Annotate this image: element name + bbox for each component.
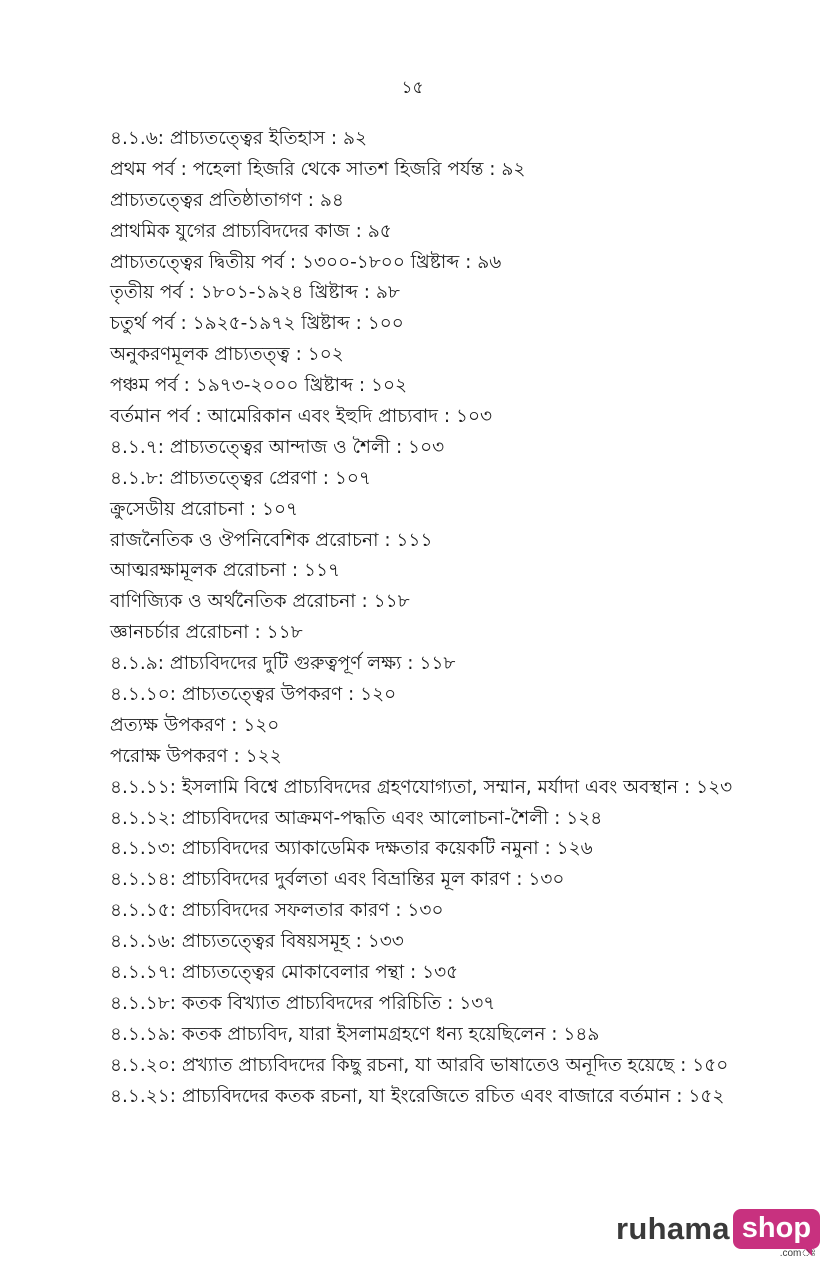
toc-entry: ৪.১.১৯: কতক প্রাচ্যবিদ, যারা ইসলামগ্রহণে ধন্য হয়েছিলেন : ১৪৯ (110, 1023, 600, 1045)
toc-entry: ৪.১.১৭: প্রাচ্যতত্ত্বের মোকাবেলার পন্থা : ১৩৫ (110, 962, 459, 984)
toc-entry: ৪.১.১৪: প্রাচ্যবিদদের দুর্বলতা এবং বিভ্রান্তির মূল কারণ : ১৩০ (110, 869, 565, 891)
toc-entry: বাণিজ্যিক ও অর্থনৈতিক প্ররোচনা : ১১৮ (110, 591, 410, 613)
logo-shop-text: shop (733, 1209, 820, 1249)
toc-entry: পরোক্ষ উপকরণ : ১২২ (110, 745, 282, 767)
toc-entry: ৪.১.১৩: প্রাচ্যবিদদের অ্যাকাডেমিক দক্ষতার কয়েকটি নমুনা : ১২৬ (110, 838, 593, 860)
toc-entry: প্রাচ্যতত্ত্বের দ্বিতীয় পর্ব : ১৩০০-১৮০০ খ্রিষ্টাব্দ : ৯৬ (110, 251, 502, 273)
toc-entry: প্রাচ্যতত্ত্বের প্রতিষ্ঠাতাগণ : ৯৪ (110, 189, 344, 211)
toc-entry: ৪.১.৭: প্রাচ্যতত্ত্বের আন্দাজ ও শৈলী : ১০৩ (110, 436, 445, 458)
logo-domain: .comঃ (779, 1248, 817, 1259)
toc-entry: ৪.১.১০: প্রাচ্যতত্ত্বের উপকরণ : ১২০ (110, 684, 397, 706)
toc-entry: ৪.১.১৮: কতক বিখ্যাত প্রাচ্যবিদদের পরিচিতি : ১৩৭ (110, 992, 496, 1014)
toc-entry: ৪.১.১৫: প্রাচ্যবিদদের সফলতার কারণ : ১৩০ (110, 900, 444, 922)
toc-entry: অনুকরণমূলক প্রাচ্যতত্ত্ব : ১০২ (110, 344, 344, 366)
toc-entry: ৪.১.৯: প্রাচ্যবিদদের দুটি গুরুত্বপূর্ণ লক্ষ্য : ১১৮ (110, 653, 456, 675)
toc-entry: ৪.১.৬: প্রাচ্যতত্ত্বের ইতিহাস : ৯২ (110, 128, 367, 149)
toc-entry: বর্তমান পর্ব : আমেরিকান এবং ইহুদি প্রাচ্যবাদ : ১০৩ (110, 406, 493, 428)
toc-entry: পঞ্চম পর্ব : ১৯৭৩-২০০০ খ্রিষ্টাব্দ : ১০২ (110, 375, 408, 397)
toc-entry: প্রত্যক্ষ উপকরণ : ১২০ (110, 714, 280, 736)
page-number: ১৫ (401, 78, 424, 98)
toc-entry: প্রথম পর্ব : পহেলা হিজরি থেকে সাতশ হিজরি পর্যন্ত : ৯২ (110, 158, 526, 180)
table-of-contents (110, 124, 790, 1113)
toc-entry: ৪.১.১২: প্রাচ্যবিদদের আক্রমণ-পদ্ধতি এবং আলোচনা-শৈলী : ১২৪ (110, 807, 603, 829)
toc-entry: ৪.১.২০: প্রখ্যাত প্রাচ্যবিদদের কিছু রচনা, যা আরবি ভাষাতেও অনূদিত হয়েছে : ১৫০ (110, 1054, 729, 1076)
toc-entry: আত্মরক্ষামূলক প্ররোচনা : ১১৭ (110, 560, 341, 582)
toc-entry: চতুর্থ পর্ব : ১৯২৫-১৯৭২ খ্রিষ্টাব্দ : ১০০ (110, 313, 404, 335)
logo-shop-badge (733, 1209, 820, 1259)
toc-entry: ক্রুসেডীয় প্ররোচনা : ১০৭ (110, 498, 299, 520)
toc-entry: রাজনৈতিক ও ঔপনিবেশিক প্ররোচনা : ১১১ (110, 529, 433, 551)
watermark-logo (616, 1209, 820, 1259)
toc-entry: তৃতীয় পর্ব : ১৮০১-১৯২৪ খ্রিষ্টাব্দ : ৯৮ (110, 282, 400, 304)
toc-entry: ৪.১.১৬: প্রাচ্যতত্ত্বের বিষয়সমূহ : ১৩৩ (110, 931, 404, 953)
toc-entry: ৪.১.৮: প্রাচ্যতত্ত্বের প্রেরণা : ১০৭ (110, 467, 371, 489)
toc-entry: জ্ঞানচর্চার প্ররোচনা : ১১৮ (110, 622, 303, 644)
toc-entry: প্রাথমিক যুগের প্রাচ্যবিদদের কাজ : ৯৫ (110, 220, 392, 242)
toc-entry: ৪.১.২১: প্রাচ্যবিদদের কতক রচনা, যা ইংরেজিতে রচিত এবং বাজারে বর্তমান : ১৫২ (110, 1085, 725, 1107)
toc-entry: ৪.১.১১: ইসলামি বিশ্বে প্রাচ্যবিদদের গ্রহণযোগ্যতা, সম্মান, মর্যাদা এবং অবস্থান : ১২৩ (110, 776, 733, 798)
logo-word: ruhama (616, 1211, 730, 1246)
